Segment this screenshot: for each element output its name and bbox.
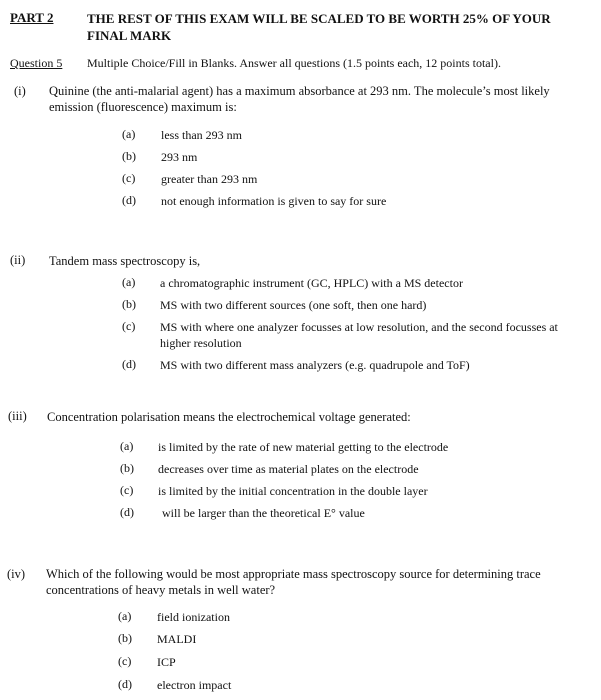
option-text: will be larger than the theoretical E° value (162, 506, 365, 520)
option-label: (b) (120, 461, 134, 475)
option-label: (b) (122, 297, 136, 311)
item-number: (ii) (10, 253, 26, 267)
part-title: THE REST OF THIS EXAM WILL BE SCALED TO BE WORTH 25% OF YOUR FINAL MARK (87, 11, 551, 43)
item-stem: Concentration polarisation means the electrochemical voltage generated: (47, 410, 411, 424)
item-stem: Which of the following would be most appropriate mass spectroscopy source for determining trace concentrations of heavy metals in well water? (46, 567, 541, 597)
option-label: (b) (118, 631, 132, 645)
item-number: (i) (14, 84, 26, 98)
option-label: (d) (122, 357, 136, 371)
item-number: (iv) (7, 567, 26, 581)
option-text: MALDI (157, 632, 197, 646)
option-label: (c) (118, 654, 132, 668)
option-text: MS with two different mass analyzers (e.g. quadrupole and ToF) (160, 358, 470, 372)
option-label: (d) (118, 677, 132, 691)
option-text: ICP (157, 655, 176, 669)
part-label: PART 2 (10, 10, 54, 25)
option-text: 293 nm (161, 150, 198, 164)
option-label: (a) (120, 439, 134, 453)
option-label: (a) (118, 609, 132, 623)
option-text: decreases over time as material plates on the electrode (158, 462, 419, 476)
option-label: (d) (120, 505, 134, 519)
option-label: (a) (122, 275, 136, 289)
question-label: Question 5 (10, 56, 63, 70)
option-label: (c) (122, 319, 136, 333)
option-text: MS with two different sources (one soft, then one hard) (160, 298, 427, 312)
item-stem: Quinine (the anti-malarial agent) has a maximum absorbance at 293 nm. The molecule’s most likely emission (fluorescence) maximum is: (49, 84, 550, 114)
option-label: (c) (122, 171, 136, 185)
option-label: (d) (122, 193, 136, 207)
item-stem: Tandem mass spectroscopy is, (49, 254, 201, 268)
question-instructions: Multiple Choice/Fill in Blanks. Answer all questions (1.5 points each, 12 points total). (87, 56, 501, 70)
item-number: (iii) (8, 409, 27, 423)
option-label: (a) (122, 127, 136, 141)
option-text: less than 293 nm (161, 128, 242, 142)
option-label: (c) (120, 483, 134, 497)
option-text: electron impact (157, 678, 232, 692)
option-text: field ionization (157, 610, 230, 624)
option-text: is limited by the rate of new material getting to the electrode (158, 440, 449, 454)
option-text: a chromatographic instrument (GC, HPLC) with a MS detector (160, 276, 463, 290)
option-text: MS with where one analyzer focusses at low resolution, and the second focusses at higher resolution (160, 320, 558, 350)
option-text: not enough information is given to say for sure (161, 194, 387, 208)
option-label: (b) (122, 149, 136, 163)
option-text: is limited by the initial concentration in the double layer (158, 484, 428, 498)
option-text: greater than 293 nm (161, 172, 258, 186)
